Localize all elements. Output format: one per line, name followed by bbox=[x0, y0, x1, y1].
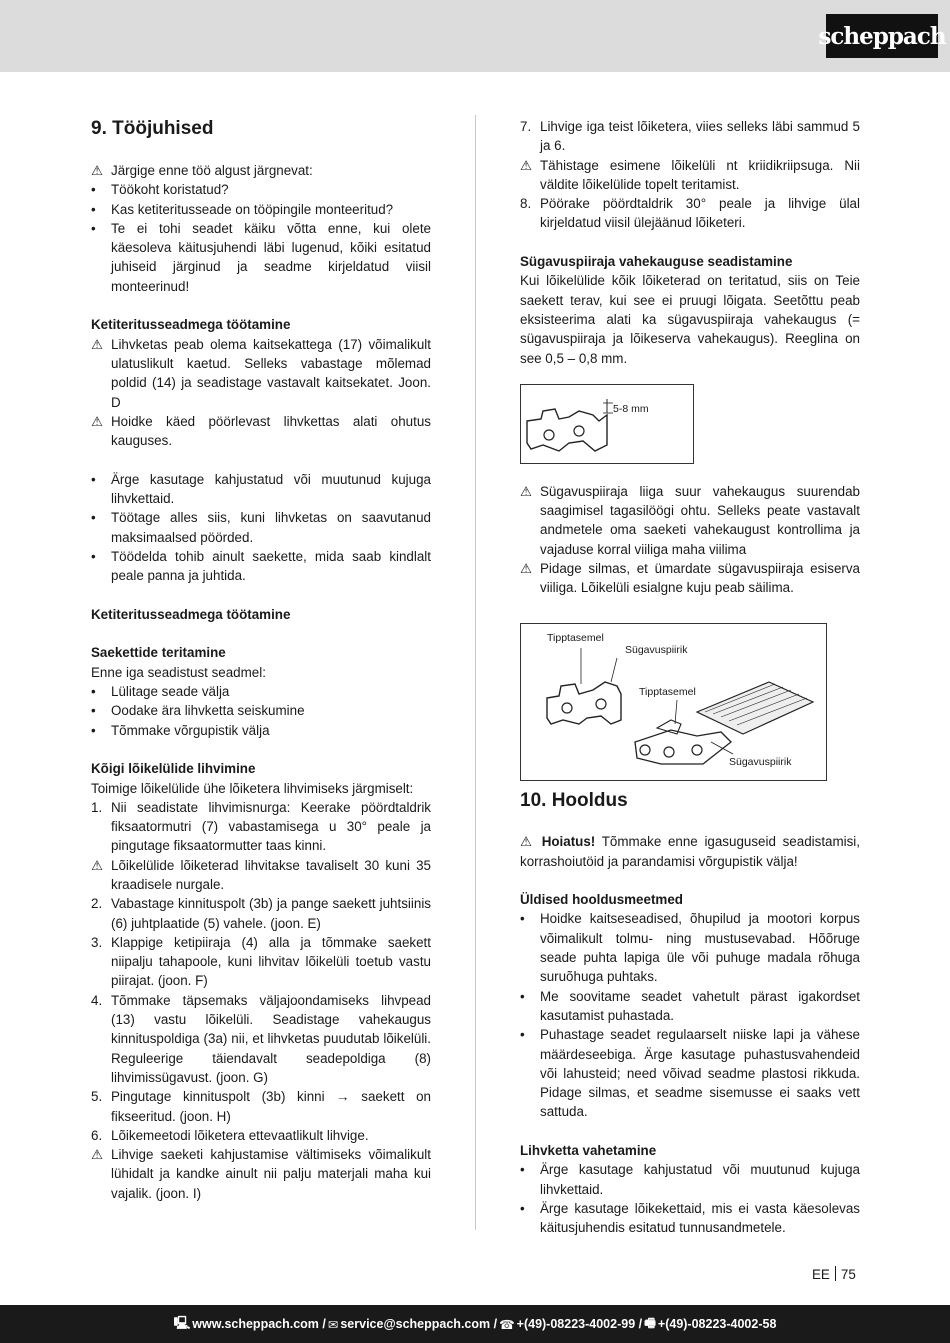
step-text: Lõikemeetodi lõiketera ettevaatlikult lihvige. bbox=[111, 1127, 369, 1143]
step-number: 5. bbox=[91, 1089, 103, 1105]
warning-icon: ⚠ bbox=[520, 157, 533, 173]
warning-icon: ⚠ bbox=[91, 1147, 104, 1163]
list-item: • Me soovitame seadet vahetult pärast igakordset kasutamist puhastada. bbox=[520, 988, 860, 1023]
warning-icon: ⚠ bbox=[91, 857, 104, 873]
step-text: Vabastage kinnituspolt (3b) ja pange saekett juhtsiinis (6) juhtplaatide (5) vahele. (joon. E) bbox=[111, 896, 431, 931]
mail-icon: ✉ bbox=[327, 1317, 339, 1332]
depth-limiter-figure bbox=[520, 623, 827, 781]
list-item: • Töökoht koristatud? bbox=[91, 182, 229, 198]
subheading: Sügavuspiiraja vahekauguse seadistamine bbox=[520, 254, 793, 270]
steps-list bbox=[91, 798, 431, 1203]
warning-item: ⚠ Järgige enne töö algust järgnevat: bbox=[91, 161, 431, 180]
header-band bbox=[0, 0, 950, 72]
computer-icon: 🖳 bbox=[173, 1315, 191, 1330]
step-number: 4. bbox=[91, 992, 103, 1008]
subheading: Ketiteritusseadmega töötamine bbox=[91, 317, 291, 333]
step-text: Nii seadistate lihvimisnurga: Keerake pöördtaldrik fiksaatormutri (7) vabastamisega u 30° peale ja pingutage fiksaatormutter taas kinni. bbox=[111, 799, 431, 854]
subheading: Saekettide teritamine bbox=[91, 645, 226, 661]
step-text: Lihvige iga teist lõiketera, viies selleks läbi sammud 5 ja 6. bbox=[540, 119, 860, 154]
step-text: Tõmmake täpsemaks väljajoondamiseks lihvpead (13) vastu lõikelüli. Seadistage vahekaugus kinnituspoldiga (3a) nii, et lihvketas puudutab lõikelüli. Reguleerige täiendavalt seadepoldiga (8) lihvimissügavust. (joon. G) bbox=[111, 992, 431, 1085]
paragraph: Enne iga seadistust seadmel: bbox=[91, 664, 266, 680]
page-number: EE 75 bbox=[812, 1267, 856, 1282]
list-item: • Ärge kasutage lõikekettaid, mis ei vasta käesolevas käitusjuhendis esitatud tunnusandmetele. bbox=[520, 1200, 860, 1236]
warning-icon: ⚠ bbox=[520, 834, 542, 850]
warning-icon: ⚠ bbox=[91, 336, 104, 352]
step-item bbox=[91, 1087, 431, 1126]
subheading: Ketiteritusseadmega töötamine bbox=[91, 606, 291, 622]
step-item bbox=[91, 933, 431, 991]
right-column bbox=[520, 117, 860, 1237]
footer-phone: +(49)-08223-4002-99 / bbox=[516, 1317, 643, 1331]
warning-item bbox=[91, 1145, 431, 1203]
list-item: • Tõmmake võrgupistik välja bbox=[91, 722, 270, 738]
step-number: 1. bbox=[91, 799, 103, 815]
figure-label: Sügavuspiirik bbox=[729, 755, 792, 768]
list-item: • Te ei tohi seadet käiku võtta enne, kui olete käesoleva käitusjuhendi läbi lugenud, kõiki esitatud juhiseid järginud ja seadme kirjeldatud viisil monteerinud! bbox=[91, 220, 431, 294]
paragraph: Toimige lõikelülide ühe lõiketera lihvimiseks järgmiselt: bbox=[91, 780, 414, 796]
left-column bbox=[91, 117, 431, 1203]
step-number: 2. bbox=[91, 896, 103, 912]
fax-icon: 🖷 bbox=[644, 1315, 656, 1330]
scheppach-logo: scheppach bbox=[826, 14, 938, 58]
step-item bbox=[91, 894, 431, 933]
warning-item bbox=[520, 156, 860, 195]
footer-web[interactable]: www.scheppach.com / bbox=[192, 1317, 326, 1331]
list-item: • Kas ketiteritusseade on tööpingile monteeritud? bbox=[91, 201, 394, 217]
list-item: • Hoidke kaitseseadised, õhupilud ja mootori korpus võimalikult tolmu- ning mustusevabad. Hõõruge seade puhta lapiga üle või puhuge madala rõhuga suruõhuga puhtaks. bbox=[520, 911, 860, 985]
step-text: Tähistage esimene lõikelüli nt kriidikriipsuga. Nii väldite lõikelülide topelt teritamist. bbox=[540, 157, 860, 192]
warning-item: ⚠ Hoidke käed pöörlevast lihvkettas alati ohutus kauguses. bbox=[91, 412, 431, 451]
step-number: 6. bbox=[91, 1127, 103, 1143]
warning-icon: ⚠ bbox=[91, 413, 104, 429]
list-item: • Töödelda tohib ainult saekette, mida saab kindlalt peale panna ja juhtida. bbox=[91, 548, 431, 584]
chain-link-drawing bbox=[521, 385, 693, 463]
step-number: 3. bbox=[91, 934, 103, 950]
step-number: 8. bbox=[520, 196, 532, 212]
step-text: Lihvige saeketi kahjustamise vältimiseks võimalikult lühidalt ja kandke ainult nii palju materjali maha kui vajalik. (joon. I) bbox=[111, 1147, 431, 1201]
depth-gauge-figure bbox=[520, 384, 694, 464]
step-text: Pingutage kinnituspolt (3b) kinni → saekett on fikseeritud. (joon. H) bbox=[111, 1089, 431, 1124]
list-item: • Ärge kasutage kahjustatud või muutunud kujuga lihvkettaid. bbox=[91, 471, 431, 507]
paragraph: Kui lõikelülide kõik lõiketerad on teritatud, siis on Teie saekett terav, kui see ei pruugi lõigata. Seetõttu peab eksisteerima alati ka sügavuspiiraja vahekaugus (= sügavuspiiraja ja lõikeserva vahekaugus). Reeglina on see 0,5 – 0,8 mm. bbox=[520, 273, 860, 366]
list-item: • Lülitage seade välja bbox=[91, 684, 230, 700]
step-item bbox=[520, 194, 860, 233]
subheading: Lihvketta vahetamine bbox=[520, 1142, 657, 1158]
warning-icon: ⚠ bbox=[520, 483, 533, 499]
warning-icon: ⚠ bbox=[520, 561, 533, 577]
list-item: • Puhastage seadet regulaarselt niiske lapi ja vähese määrdeseebiga. Ärge kasutage puhastusvahendeid või lahusteid; need võivad seadme plastosi rikkuda. Pidage silmas, et seadme sisemusse ei saaks vett sattuda. bbox=[520, 1027, 860, 1120]
footer-email[interactable]: service@scheppach.com / bbox=[340, 1317, 498, 1331]
footer-bar bbox=[0, 1305, 950, 1343]
phone-icon: ☎ bbox=[499, 1317, 515, 1332]
list-item: • Töötage alles siis, kuni lihvketas on saavutanud maksimaalsed pöörded. bbox=[91, 510, 431, 545]
depth-label: 5-8 mm bbox=[613, 402, 649, 415]
figure-label: Tipptasemel bbox=[547, 631, 604, 644]
footer-fax: +(49)-08223-4002-58 bbox=[657, 1317, 777, 1331]
step-item bbox=[91, 1126, 431, 1145]
step-item bbox=[91, 798, 431, 856]
column-divider bbox=[475, 115, 476, 1230]
hooldus-warning: ⚠ Hoiatus! Tõmmake enne igasuguseid seadistamisi, korrashoiutöid ja parandamisi võrgupistik välja! bbox=[520, 834, 861, 869]
steps-list bbox=[520, 117, 860, 233]
step-text: Pöörake pöördtaldrik 30° peale ja lihvige ülal kirjeldatud viisil ülejäänud lõiketeri. bbox=[540, 196, 860, 231]
section-title-9: 9. Tööjuhised bbox=[91, 118, 214, 139]
step-item bbox=[91, 991, 431, 1087]
warning-icon: ⚠ bbox=[91, 163, 104, 178]
step-number: 7. bbox=[520, 119, 532, 134]
warning-item: ⚠ Pidage silmas, et ümardate sügavuspiiraja esiserva viiliga. Lõikelüli esialgne kuju peab säilima. bbox=[520, 559, 860, 598]
subheading: Kõigi lõikelülide lihvimine bbox=[91, 761, 256, 777]
step-text: Lõikelülide lõiketerad lihvitakse tavaliselt 30 kuni 35 kraadisele nurgale. bbox=[111, 857, 431, 892]
list-item: • Oodake ära lihvketta seiskumine bbox=[91, 703, 305, 719]
figure-label: Sügavuspiirik bbox=[625, 643, 688, 656]
warning-item: ⚠ Sügavuspiiraja liiga suur vahekaugus suurendab saagimisel tagasilöögi ohtu. Selleks peate vastavalt andmetele oma saeketi vahekaugust kontrollima ja vajaduse korral viiliga maha viilima bbox=[520, 482, 860, 559]
warning-item: ⚠ Lihvketas peab olema kaitsekattega (17) võimalikult ulatuslikult kaetud. Selleks vabastage mõlemad poldid (14) ja seadistage vastavalt kaitsekatet. Joon. D bbox=[91, 335, 431, 412]
warning-item bbox=[91, 856, 431, 895]
section-title-10: 10. Hooldus bbox=[520, 789, 628, 811]
subheading: Üldised hooldusmeetmed bbox=[520, 892, 683, 908]
step-item bbox=[520, 117, 860, 156]
step-text: Klappige ketipiiraja (4) alla ja tõmmake saekett niipalju tahapoole, kuni lihvitav lõikelüli toetub vastu piirajat. (joon. F) bbox=[111, 934, 431, 989]
figure-label: Tipptasemel bbox=[639, 685, 696, 698]
list-item: • Ärge kasutage kahjustatud või muutunud kujuga lihvkettaid. bbox=[520, 1162, 860, 1197]
